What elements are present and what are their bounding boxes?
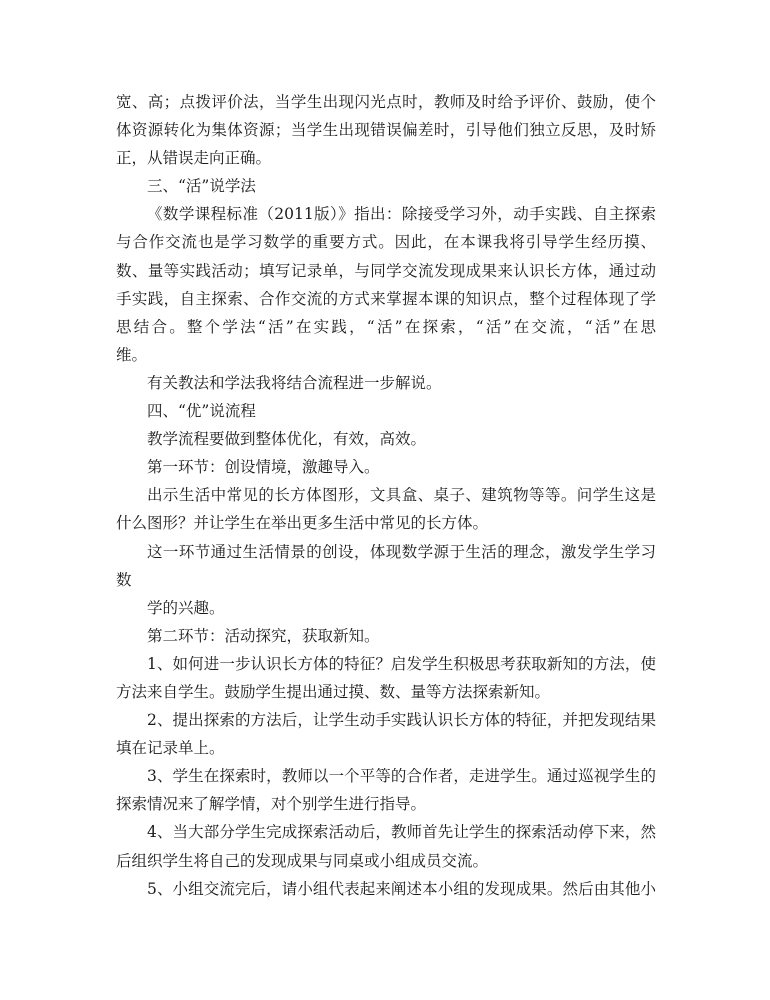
text-line: 手实践，自主探索、合作交流的方式来掌握本课的知识点，整个过程体现了学: [116, 289, 656, 308]
text-line: 4、当大部分学生完成探索活动后，教师首先让学生的探索活动停下来，然: [147, 823, 656, 842]
text-line: 什么图形？并让学生在举出更多生活中常见的长方体。: [116, 514, 489, 533]
text-line: 第二环节：活动探究，获取新知。: [147, 626, 380, 645]
text-line: 维。: [116, 345, 148, 364]
text-line: 四、“优”说流程: [147, 402, 256, 421]
text-line: 正，从错误走向正确。: [116, 149, 272, 168]
text-line: 5、小组交流完后，请小组代表起来阐述本小组的发现成果。然后由其他小: [147, 879, 656, 898]
text-line: 出示生活中常见的长方体图形，文具盒、桌子、建筑物等等。问学生这是: [147, 486, 656, 505]
text-line: 第一环节：创设情境，激趣导入。: [147, 458, 380, 477]
text-line: 方法来自学生。鼓励学生提出通过摸、数、量等方法探索新知。: [116, 682, 551, 701]
text-line: 3、学生在探索时，教师以一个平等的合作者，走进学生。通过巡视学生的: [147, 767, 656, 786]
text-line: 三、“活”说学法: [147, 177, 256, 196]
body-text: [116, 88, 656, 903]
text-line: 有关教法和学法我将结合流程进一步解说。: [147, 373, 442, 392]
text-line: 1、如何进一步认识长方体的特征？启发学生积极思考获取新知的方法，使: [147, 654, 656, 673]
text-line: 教学流程要做到整体优化，有效，高效。: [147, 430, 427, 449]
text-line: 与合作交流也是学习数学的重要方式。因此，在本课我将引导学生经历摸、: [116, 233, 656, 252]
text-line: 《数学课程标准（2011版）》指出：除接受学习外，动手实践、自主探索: [147, 205, 656, 224]
text-line: 数: [116, 570, 132, 589]
text-line: 2、提出探索的方法后，让学生动手实践认识长方体的特征，并把发现结果: [147, 711, 656, 730]
text-line: 思结合。整个学法“活”在实践，“活”在探索，“活”在交流，“活”在思: [116, 317, 656, 336]
text-line: 探索情况来了解学情，对个别学生进行指导。: [116, 795, 427, 814]
text-line: 数、量等实践活动；填写记录单，与同学交流发现成果来认识长方体，通过动: [116, 261, 656, 280]
text-line: 这一环节通过生活情景的创设，体现数学源于生活的理念，激发学生学习: [147, 542, 656, 561]
text-line: 体资源转化为集体资源；当学生出现错误偏差时，引导他们独立反思，及时矫: [116, 121, 656, 140]
text-line: 宽、高；点拨评价法，当学生出现闪光点时，教师及时给予评价、鼓励，使个: [116, 93, 656, 111]
text-line: 填在记录单上。: [116, 739, 225, 758]
text-line: 后组织学生将自己的发现成果与同桌或小组成员交流。: [116, 851, 489, 870]
text-line: 学的兴趣。: [147, 598, 225, 617]
